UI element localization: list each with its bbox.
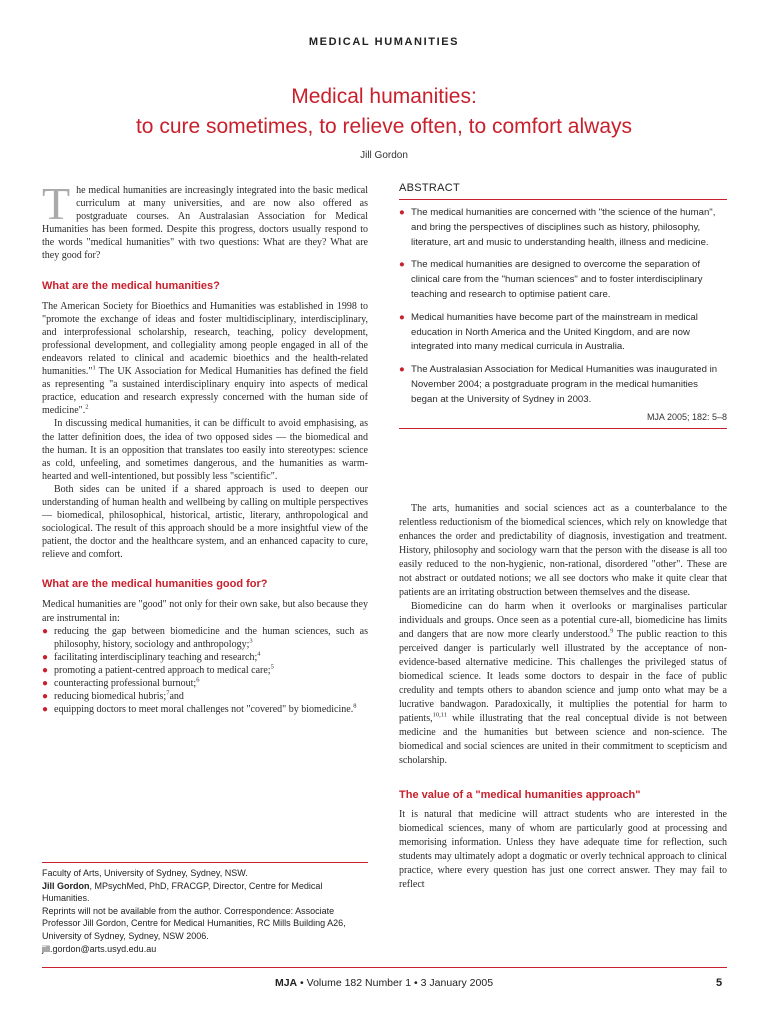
bullet-icon: ● [42, 704, 49, 716]
drop-cap: T [42, 178, 71, 229]
section1-paragraph-3: Both sides can be united if a shared approach is used to deepen our understanding of human health and wellbeing by calling on multiple perspectives — biomedical, philosophical, historical, artistic, literary, anthropological and sociological. The result of this approach should be a more insightful view of the patient, the doctor and the healthcare system, and an enhanced capacity to cure, relieve and comfort. [42, 483, 368, 561]
bullet-icon: ● [42, 651, 49, 663]
abstract-box [399, 182, 727, 429]
abstract-item [399, 363, 727, 407]
good-for-list [42, 625, 368, 717]
section1-p1-text-a: The American Society for Bioethics and Humanities was established in 1998 to "promote the exchange of ideas and foster multidisciplinary, interdisciplinary, and interprofessional scholarship, research, teaching, policy development, professional development, and collegiality among people engaged in all of the endeavors related to clinical and academic bioethics and the health-related humanities." [42, 300, 368, 378]
affiliation-author-credentials: , MPsychMed, PhD, FRACGP, Director, Centre for Medical Humanities. [42, 880, 323, 904]
intro-paragraph [42, 178, 368, 263]
list-item-text: counteracting professional burnout; [54, 678, 197, 689]
bullet-icon: ● [399, 259, 405, 271]
reference-6[interactable]: 6 [196, 676, 200, 684]
right-paragraph-3: It is natural that medicine will attract students who are interested in the biomedical sciences, many of whom are particularly good at processing and memorising information. Unless they have adequate time for reflection, such students may ultimately adopt a dogmatic or overly technical approach to clinical practice, where every question has just one correct answer. They may fail to reflect [399, 809, 727, 890]
right-p2-text-b: The public reaction to this perceived danger is particularly well illustrated by the acceptance of non-evidence-based alternative medicine. This challenges the privileged status of biomedical science. It leads some doctors to despair in the face of public credulity and tempts others to abandon science and jump onto what may be a lucrative bandwagon. Paradoxically, it multiplies the potential for harm to patients, [399, 629, 727, 724]
section-heading-what-are: What are the medical humanities? [42, 279, 220, 292]
bullet-icon: ● [399, 207, 405, 218]
abstract-item-text: The medical humanities are designed to overcome the separation of clinical care from the "human sciences" and to foster interdisciplinary teaching and research to optimise patient care. [411, 259, 703, 300]
section1-p1-text-b: The UK Association for Medical Humanities has defined the field as representing "a sustained interdisciplinary enquiry into aspects of medical practice, education and research expressly concerned with the human side of medicine". [42, 366, 368, 417]
abstract-list [399, 206, 727, 408]
bullet-icon: ● [399, 311, 405, 323]
reference-4[interactable]: 4 [257, 650, 261, 658]
bullet-icon: ● [399, 364, 405, 376]
right-column [399, 502, 727, 892]
title-line-1: Medical humanities: [291, 85, 477, 108]
title-line-2: to cure sometimes, to relieve often, to comfort always [135, 115, 633, 138]
abstract-item [399, 258, 727, 302]
list-item [42, 651, 368, 664]
list-item [42, 664, 368, 677]
correspondence: Reprints will not be available from the author. Correspondence: Associate Professor Jill Gordon, Centre for Medical Humanities, RC Mills Building A26, University of Sydney, Sydney, NSW 2006. [42, 905, 346, 941]
right-paragraph-2 [399, 600, 727, 768]
list-item-text: reducing biomedical hubris; [54, 691, 167, 703]
bullet-icon: ● [42, 625, 49, 637]
section-heading-value: The value of a "medical humanities approach" [399, 789, 641, 801]
section1-paragraph-2: In discussing medical humanities, it can be difficult to avoid emphasising, as the latter definition does, the idea of two opposed sides — the biomedical and the human. It is an opposition that translates too easily into stereotypes: science as cold, unfeeling, and sometimes dangerous, and the humanities as warm-hearted and well-intentioned, but possibly less "scientific". [42, 418, 368, 482]
list-item-text: facilitating interdisciplinary teaching and research; [54, 651, 258, 663]
reference-5[interactable]: 5 [270, 663, 274, 671]
affiliation-author-name: Jill Gordon [42, 880, 90, 891]
section2-intro: Medical humanities are "good" not only for their own sake, but also because they are instrumental in: [42, 599, 368, 624]
intro-text: he medical humanities are increasingly integrated into the basic medical curriculum at many universities, and are now also offered as postgraduate courses. An Australasian Association for Medical Humanities has been formed. Despite this progress, doctors usually respond to the words "medical humanities" with two questions: What are they? What are they good for? [42, 185, 368, 262]
list-item [42, 690, 368, 703]
abstract-item-text: The medical humanities are concerned with "the science of the human", and bring the perspectives of disciplines such as history, philosophy, literature, art and music to understanding health, illness and medicine. [411, 207, 716, 248]
issue-date: 3 January 2005 [420, 977, 494, 989]
section-label: MEDICAL HUMANITIES [308, 36, 460, 48]
reference-7[interactable]: 7 [166, 689, 170, 697]
abstract-item-text: The Australasian Association for Medical Humanities was inaugurated in November 2004; a postgraduate program in the medical humanities began at the University of Sydney in 2003. [411, 364, 718, 405]
email-link[interactable]: jill.gordon@arts.usyd.edu.au [42, 943, 157, 954]
reference-10-11[interactable]: 10,11 [432, 711, 447, 719]
institution: Faculty of Arts, University of Sydney, Sydney, NSW. [42, 868, 248, 878]
page-footer [0, 977, 768, 989]
right-p2-text-c: while illustrating that the real conceptual divide is not between medicine and the humanities but between science and non-science. The biomedical and social sciences are united in their commitment to scepticism and scholarship. [399, 713, 727, 766]
list-item [42, 703, 368, 716]
author-details [42, 880, 368, 905]
footer-separator: • [411, 977, 421, 989]
volume-info: Volume 182 Number 1 [306, 977, 412, 989]
reference-1[interactable]: 1 [92, 364, 96, 372]
reference-9[interactable]: 9 [610, 627, 614, 635]
reference-8[interactable]: 8 [353, 702, 357, 710]
list-item-text: reducing the gap between biomedicine and the human sciences, such as philosophy, history, sociology and anthropology; [54, 625, 368, 650]
page-number: 5 [716, 977, 723, 989]
footer-divider [42, 967, 727, 968]
reference-2[interactable]: 2 [85, 403, 89, 411]
right-paragraph-1: The arts, humanities and social sciences act as a counterbalance to the relentless reductionism of the biomedical sciences, which rely on knowledge that enhances the order and predictability of diagnosis, investigation and treatment. History, philosophy and sociology warn that the person with the disease is all too easily reduced to the non-hygienic, non-rational, disordered "other". These are not abstract or outdated notions; we all see doctors who make it quite clear that patients are an irritating obstruction between themselves and the disease. [399, 503, 727, 598]
abstract-item [399, 311, 727, 355]
left-column [42, 178, 368, 716]
section-heading-good-for: What are the medical humanities good for? [42, 578, 268, 591]
list-item-text: promoting a patient-centred approach to medical care; [54, 664, 271, 676]
abstract-heading: ABSTRACT [399, 182, 727, 200]
bullet-icon: ● [42, 664, 49, 676]
journal-citation: MJA 2005; 182: 5–8 [646, 411, 727, 422]
section1-paragraph-1 [42, 300, 368, 418]
bullet-icon: ● [42, 691, 49, 703]
right-p2-text-a: Biomedicine can do harm when it overlooks or marginalises particular individuals and groups. Once seen as a potential cure-all, biomedicine has limits and dangers that are now more clearly understood. [399, 601, 727, 640]
reference-3[interactable]: 3 [249, 637, 253, 645]
journal-name: MJA [274, 977, 298, 989]
list-item-text: equipping doctors to meet moral challenges not "covered" by biomedicine. [54, 704, 354, 716]
abstract-item-text: Medical humanities have become part of the mainstream in medical education in North America and the United Kingdom, and are now integrated into many medical curricula in Australia. [411, 311, 698, 353]
bullet-icon: ● [42, 678, 49, 689]
list-item [42, 677, 368, 690]
article-title [0, 82, 768, 142]
footer-separator: • [297, 977, 307, 989]
author-byline: Jill Gordon [360, 150, 408, 161]
abstract-item [399, 206, 727, 250]
author-affiliation [42, 862, 368, 955]
list-item-text-after: and [169, 691, 184, 703]
list-item [42, 625, 368, 651]
